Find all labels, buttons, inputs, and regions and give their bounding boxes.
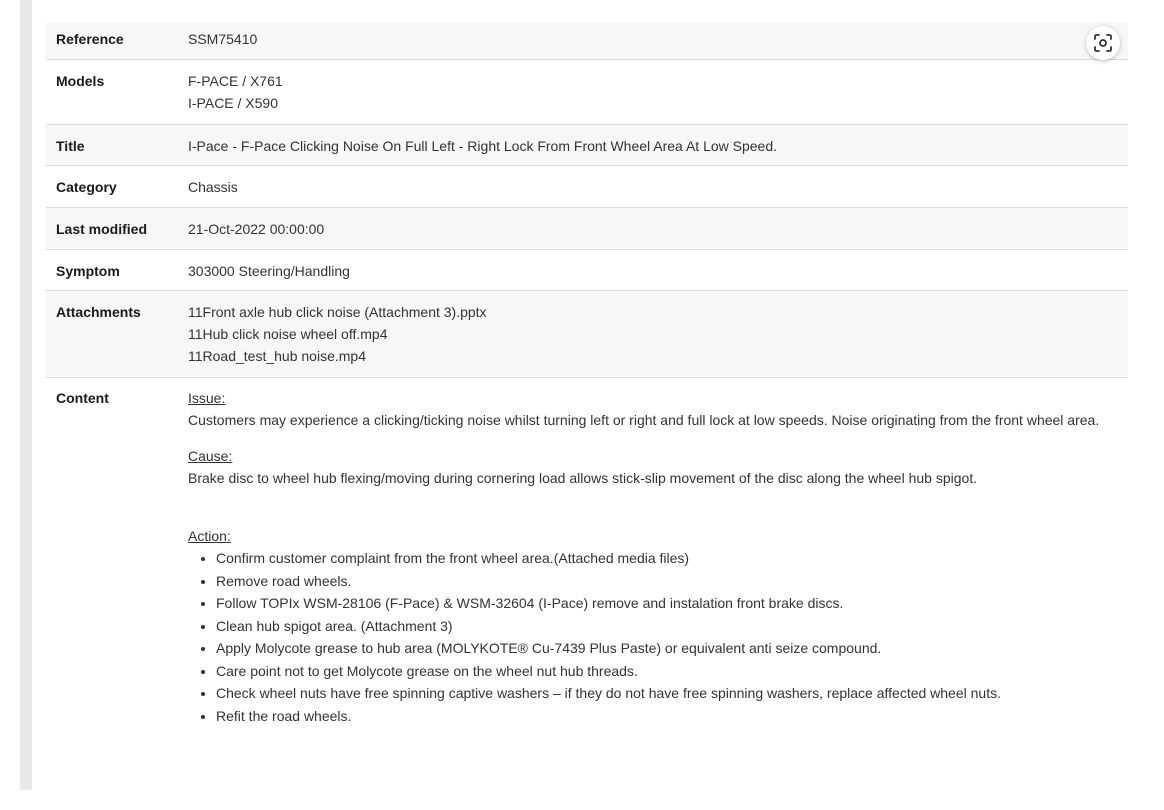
action-item: • Confirm customer complaint from the front wheel area.(Attached media files): [216, 547, 1128, 570]
left-scroll-rail: [20, 0, 32, 790]
row-title: [46, 125, 1128, 166]
last-modified-value: 21-Oct-2022 00:00:00: [188, 221, 325, 237]
reference-value: SSM75410: [188, 31, 258, 47]
attachments-list: [188, 301, 1128, 377]
row-last-modified: [46, 208, 1128, 250]
issue-heading: Issue:: [188, 390, 226, 406]
action-heading: Action:: [188, 528, 231, 544]
issue-text: Customers may experience a clicking/ticking noise whilst turning left or right and full lock at low speeds. Noise originating from the front wheel area.: [188, 412, 1100, 428]
symptom-label: Symptom: [56, 263, 120, 279]
models-value: [188, 70, 1128, 124]
visual-search-icon: [1093, 33, 1113, 53]
cause-heading: Cause:: [188, 448, 233, 464]
action-item: • Remove road wheels.: [216, 570, 1128, 593]
action-list: [188, 547, 1128, 727]
visual-search-button[interactable]: [1086, 26, 1120, 60]
title-label: Title: [56, 138, 85, 154]
content-label: Content: [56, 390, 109, 406]
row-category: [46, 166, 1128, 208]
attachment-file[interactable]: 11Front axle hub click noise (Attachment 3).pptx: [188, 304, 487, 320]
category-label: Category: [56, 179, 117, 195]
action-item: • Check wheel nuts have free spinning captive washers – if they do not have free spinning washers, replace affected wheel nuts.: [216, 682, 1128, 705]
title-value: I-Pace - F-Pace Clicking Noise On Full Left - Right Lock From Front Wheel Area At Low Speed.: [188, 138, 778, 154]
row-attachments: [46, 291, 1128, 378]
symptom-value: 303000 Steering/Handling: [188, 263, 350, 279]
action-item: • Care point not to get Molycote grease on the wheel nut hub threads.: [216, 660, 1128, 683]
content-body: [188, 387, 1128, 727]
model-item: I-PACE / X590: [188, 95, 279, 111]
bulletin-details-table: [46, 22, 1128, 727]
row-content: [46, 378, 1128, 727]
action-item: • Apply Molycote grease to hub area (MOLYKOTE® Cu-7439 Plus Paste) or equivalent anti seize compound.: [216, 637, 1128, 660]
models-label: Models: [56, 73, 105, 89]
row-reference: [46, 22, 1128, 60]
attachments-label: Attachments: [56, 304, 141, 320]
category-value: Chassis: [188, 179, 238, 195]
last-modified-label: Last modified: [56, 221, 148, 237]
action-item: • Follow TOPIx WSM-28106 (F-Pace) & WSM-32604 (I-Pace) remove and instalation front brake discs.: [216, 592, 1128, 615]
attachment-file[interactable]: 11Hub click noise wheel off.mp4: [188, 326, 388, 342]
row-models: [46, 60, 1128, 125]
attachment-file[interactable]: 11Road_test_hub noise.mp4: [188, 348, 366, 364]
reference-label: Reference: [56, 31, 124, 47]
model-item: F-PACE / X761: [188, 73, 283, 89]
action-item: • Clean hub spigot area. (Attachment 3): [216, 615, 1128, 638]
action-item: • Refit the road wheels.: [216, 705, 1128, 728]
row-symptom: [46, 250, 1128, 291]
cause-text: Brake disc to wheel hub flexing/moving during cornering load allows stick-slip movement of the disc along the wheel hub spigot.: [188, 470, 978, 486]
